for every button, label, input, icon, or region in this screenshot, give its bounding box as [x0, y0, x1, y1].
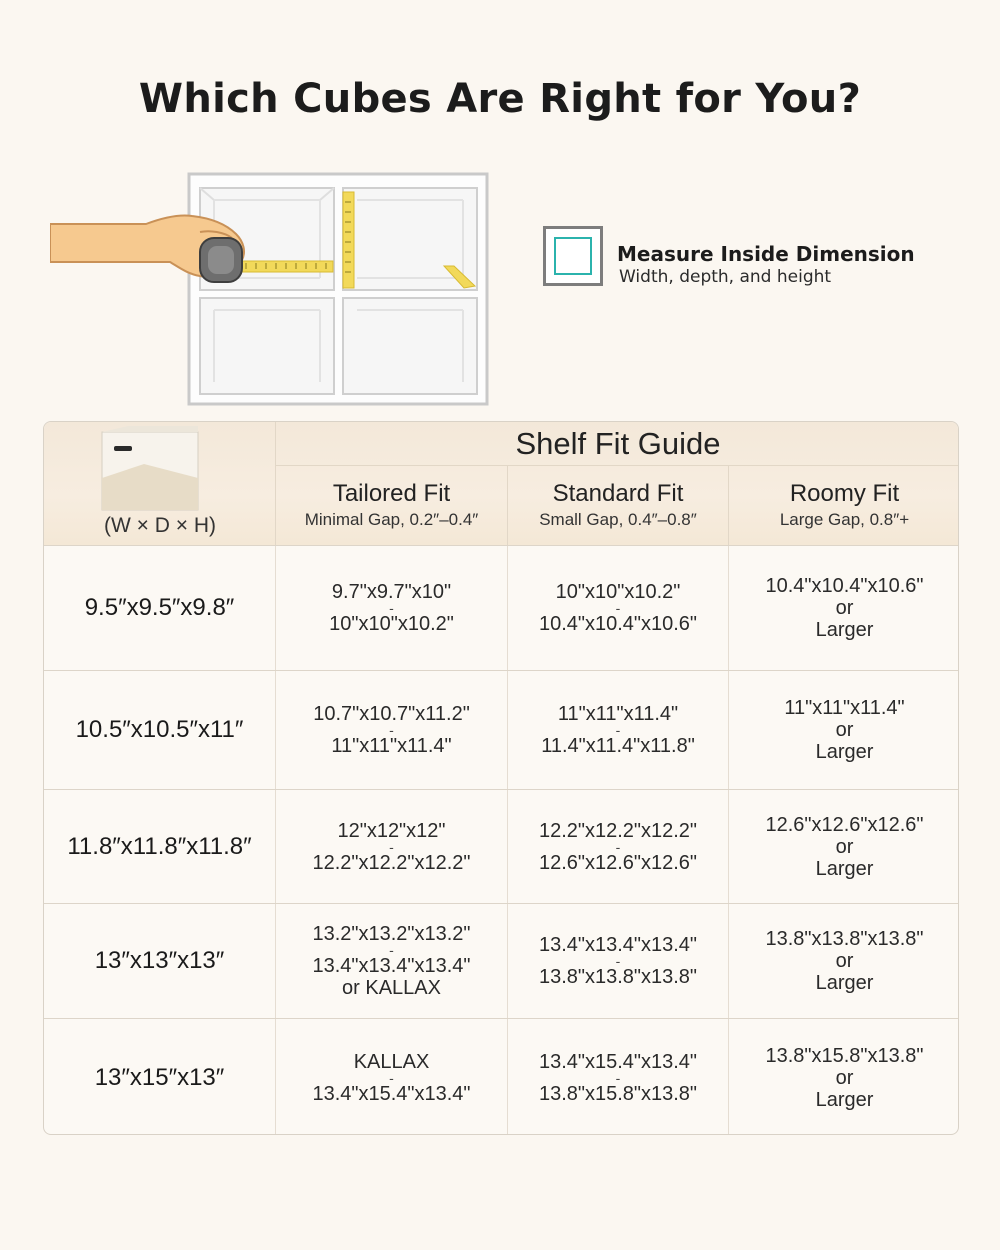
- standard-fit-cell: [508, 904, 729, 1018]
- dimension-text: 12"x12"x12": [337, 819, 446, 842]
- measure-legend: [543, 226, 943, 288]
- cube-size-cell: [44, 1019, 276, 1135]
- dimension-text: Larger: [815, 741, 874, 763]
- fit-header-standard: [508, 466, 729, 545]
- table-row: [44, 545, 959, 670]
- standard-fit-cell: [508, 671, 729, 789]
- dimension-text: 13.4"x13.4"x13.4": [312, 955, 471, 977]
- fit-name: Tailored Fit: [332, 480, 451, 507]
- shelf-fit-table: [43, 421, 959, 1135]
- dimension-label: (W × D × H): [103, 514, 216, 537]
- dimension-text: 13.4"x15.4"x13.4": [312, 1082, 471, 1105]
- range-dash: -: [615, 722, 621, 738]
- tailored-fit-cell: [276, 904, 508, 1018]
- standard-fit-cell: [508, 1019, 729, 1135]
- cube-size-text: 9.5″x9.5″x9.8″: [84, 594, 235, 621]
- tailored-fit-cell: [276, 671, 508, 789]
- dimension-text: 13.8"x15.8"x13.8": [765, 1044, 924, 1067]
- cube-thumbnail-cell: [44, 422, 276, 545]
- standard-fit-cell: [508, 546, 729, 670]
- storage-cube-icon: [44, 422, 276, 514]
- range-dash: -: [389, 600, 394, 616]
- fit-gap: Minimal Gap, 0.2″–0.4″: [304, 510, 479, 529]
- tailored-fit-cell: [276, 790, 508, 903]
- tailored-fit-cell: [276, 1019, 508, 1135]
- tailored-fit-cell: [276, 546, 508, 670]
- roomy-fit-cell: [729, 790, 959, 903]
- fit-header-roomy: [729, 466, 959, 545]
- legend-subtitle: Width, depth, and height: [619, 267, 832, 287]
- dimension-text: 11"x11"x11.4": [331, 735, 452, 757]
- dimension-text: 11"x11"x11.4": [784, 697, 905, 719]
- dimension-text: 10"x10"x10.2": [555, 581, 681, 603]
- cube-shelf-icon: [189, 174, 487, 404]
- dimension-text: 12.6"x12.6"x12.6": [765, 813, 924, 836]
- dimension-text: 13.2"x13.2"x13.2": [312, 923, 471, 945]
- table-row: [44, 789, 959, 903]
- dimension-text: Larger: [815, 972, 874, 994]
- dimension-text: or: [835, 597, 854, 619]
- vertical-tape-icon: [343, 192, 354, 288]
- range-dash: -: [389, 722, 394, 738]
- range-dash: -: [615, 838, 621, 855]
- dimension-text: or: [835, 1066, 854, 1089]
- legend-title: Measure Inside Dimension: [617, 242, 915, 266]
- dimension-text: 10.7"x10.7"x11.2": [313, 703, 470, 725]
- range-dash: -: [615, 953, 621, 969]
- dimension-text: 13.8"x13.8"x13.8": [765, 928, 924, 950]
- dimension-text: 12.6"x12.6"x12.6": [538, 851, 698, 874]
- dimension-text: or: [835, 719, 854, 741]
- dimension-text: Larger: [815, 619, 874, 641]
- dimension-text: or KALLAX: [342, 977, 441, 999]
- fit-gap: Small Gap, 0.4″–0.8″: [539, 510, 697, 529]
- dimension-text: 13.4"x13.4"x13.4": [538, 934, 698, 956]
- dimension-text: Larger: [815, 1088, 874, 1111]
- table-row: [44, 903, 959, 1018]
- dimension-text: 10.4"x10.4"x10.6": [538, 613, 698, 635]
- roomy-fit-cell: [729, 904, 959, 1018]
- dimension-text: KALLAX: [353, 1050, 430, 1073]
- shelf-measure-illustration: [50, 168, 500, 408]
- dimension-text: 11.4"x11.4"x11.8": [541, 735, 695, 757]
- cube-size-cell: [44, 904, 276, 1018]
- cube-size-cell: [44, 546, 276, 670]
- dimension-text: 11"x11"x11.4": [557, 703, 679, 725]
- roomy-fit-cell: [729, 671, 959, 789]
- dimension-text: 9.7"x9.7"x10": [331, 581, 452, 603]
- cube-size-text: 13″x15″x13″: [94, 1063, 225, 1091]
- horizontal-tape-icon: [236, 261, 333, 272]
- fit-name: Roomy Fit: [789, 480, 900, 507]
- cube-size-text: 10.5″x10.5″x11″: [75, 716, 244, 743]
- cube-size-cell: [44, 671, 276, 789]
- dimension-text: 13.4"x15.4"x13.4": [538, 1050, 698, 1073]
- range-dash: -: [389, 942, 394, 958]
- range-dash: -: [615, 600, 621, 616]
- dimension-text: 12.2"x12.2"x12.2": [538, 819, 698, 842]
- table-header: [44, 422, 959, 545]
- dimension-text: 12.2"x12.2"x12.2": [312, 851, 471, 874]
- dimension-text: or: [835, 835, 854, 858]
- fit-header-tailored: [276, 466, 508, 545]
- square-outline-icon: [543, 226, 603, 286]
- inner-square: [554, 237, 592, 275]
- table-row: [44, 670, 959, 789]
- fit-name: Standard Fit: [552, 480, 684, 507]
- dimension-text: 10.4"x10.4"x10.6": [765, 575, 924, 597]
- standard-fit-cell: [508, 790, 729, 903]
- table-row: [44, 1018, 959, 1135]
- roomy-fit-cell: [729, 1019, 959, 1135]
- range-dash: -: [389, 838, 394, 855]
- dimension-text: 13.8"x13.8"x13.8": [538, 966, 698, 988]
- fit-gap: Large Gap, 0.8″+: [779, 510, 910, 529]
- dimension-text: Larger: [815, 857, 874, 880]
- range-dash: -: [615, 1069, 621, 1086]
- guide-title: Shelf Fit Guide: [276, 422, 959, 466]
- page-title: Which Cubes Are Right for You?: [138, 76, 862, 122]
- cube-size-text: 13″x13″x13″: [94, 947, 225, 974]
- cube-size-text: 11.8″x11.8″x11.8″: [67, 832, 252, 860]
- dimension-text: or: [835, 950, 854, 972]
- range-dash: -: [389, 1069, 394, 1086]
- roomy-fit-cell: [729, 546, 959, 670]
- tape-measure-icon: [200, 238, 242, 282]
- dimension-text: 10"x10"x10.2": [329, 613, 454, 635]
- dimension-text: 13.8"x15.8"x13.8": [538, 1082, 698, 1105]
- cube-size-cell: [44, 790, 276, 903]
